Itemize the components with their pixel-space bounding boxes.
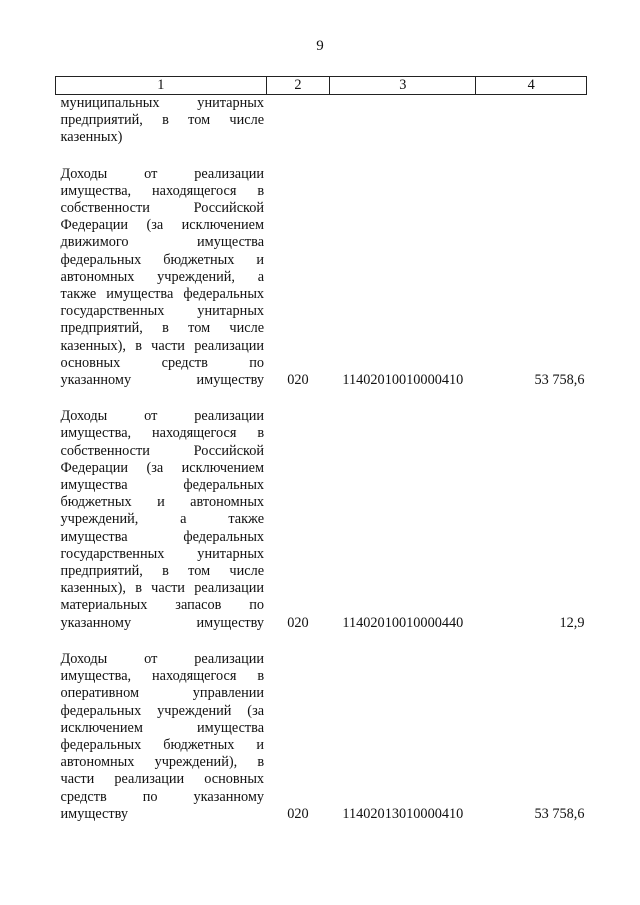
description-line: Федерации (за исключением <box>60 217 265 234</box>
description-line: учреждений, а также <box>60 511 265 528</box>
row-spacer <box>56 147 587 166</box>
table-row <box>56 166 587 390</box>
description-line: имущества, находящегося в <box>60 425 265 442</box>
description-line: федеральных бюджетных и <box>60 251 265 268</box>
description-line: Доходы от реализации <box>60 408 265 425</box>
description-line: бюджетных и автономных <box>60 494 265 511</box>
description-line: собственности Российской <box>60 442 265 459</box>
header-col-4: 4 <box>476 77 587 95</box>
description-line: указанному имуществу <box>60 614 265 631</box>
table-header <box>56 77 587 95</box>
description-line: указанному имуществу <box>60 372 265 389</box>
description-line: Доходы от реализации <box>60 650 265 667</box>
description-line: автономных учреждений, а <box>60 268 265 285</box>
header-col-3: 3 <box>330 77 476 95</box>
description-line: предприятий, в том числе <box>60 112 265 129</box>
table-row <box>56 408 587 632</box>
description-line: имущества, находящегося в <box>60 668 265 685</box>
description-line: части реализации основных <box>60 771 265 788</box>
description-line: федеральных бюджетных и <box>60 736 265 753</box>
row-spacer <box>56 389 587 408</box>
description-line: федеральных учреждений (за <box>60 702 265 719</box>
description-line: предприятий, в том числе <box>60 320 265 337</box>
amount-cell: 53 758,6 <box>534 805 585 822</box>
description-line: государственных унитарных <box>60 545 265 562</box>
number-cell: 11402010010000410 <box>342 372 464 389</box>
header-col-1: 1 <box>56 77 267 95</box>
description-cell <box>56 651 267 823</box>
code-cell: 020 <box>287 372 309 389</box>
description-line: основных средств по <box>60 354 265 371</box>
description-cell <box>56 95 267 147</box>
row-spacer <box>56 632 587 651</box>
description-line: также имущества федеральных <box>60 286 265 303</box>
description-line: муниципальных унитарных <box>60 95 265 111</box>
number-cell: 11402013010000410 <box>342 805 464 822</box>
description-line: оперативном управлении <box>60 685 265 702</box>
code-cell: 020 <box>287 614 309 631</box>
description-line: автономных учреждений), в <box>60 754 265 771</box>
description-line: имущества федеральных <box>60 528 265 545</box>
description-line: казенных), в части реализации <box>60 337 265 354</box>
description-line: средств по указанному <box>60 788 265 805</box>
header-col-2: 2 <box>266 77 330 95</box>
description-cell <box>56 408 267 632</box>
code-cell <box>266 95 330 147</box>
description-line: исключением имущества <box>60 719 265 736</box>
amount-cell: 12,9 <box>559 614 585 631</box>
description-line: государственных унитарных <box>60 303 265 320</box>
description-cell <box>56 166 267 390</box>
amount-cell: 53 758,6 <box>534 372 585 389</box>
description-line: Доходы от реализации <box>60 165 265 182</box>
description-line: собственности Российской <box>60 200 265 217</box>
description-line: движимого имущества <box>60 234 265 251</box>
description-line: имуществу <box>60 805 129 822</box>
description-line: предприятий, в том числе <box>60 563 265 580</box>
description-line: имущества федеральных <box>60 477 265 494</box>
document-table <box>55 76 587 823</box>
amount-cell <box>476 95 587 147</box>
description-line: материальных запасов по <box>60 597 265 614</box>
number-cell <box>330 95 476 147</box>
description-line: казенных) <box>60 129 123 146</box>
description-line: имущества, находящегося в <box>60 182 265 199</box>
number-cell: 11402010010000440 <box>342 614 464 631</box>
description-line: казенных), в части реализации <box>60 580 265 597</box>
code-cell: 020 <box>287 805 309 822</box>
table-body <box>56 95 587 823</box>
table-row <box>56 651 587 823</box>
description-line: Федерации (за исключением <box>60 459 265 476</box>
table-row <box>56 95 587 147</box>
page-number: 9 <box>316 38 324 54</box>
